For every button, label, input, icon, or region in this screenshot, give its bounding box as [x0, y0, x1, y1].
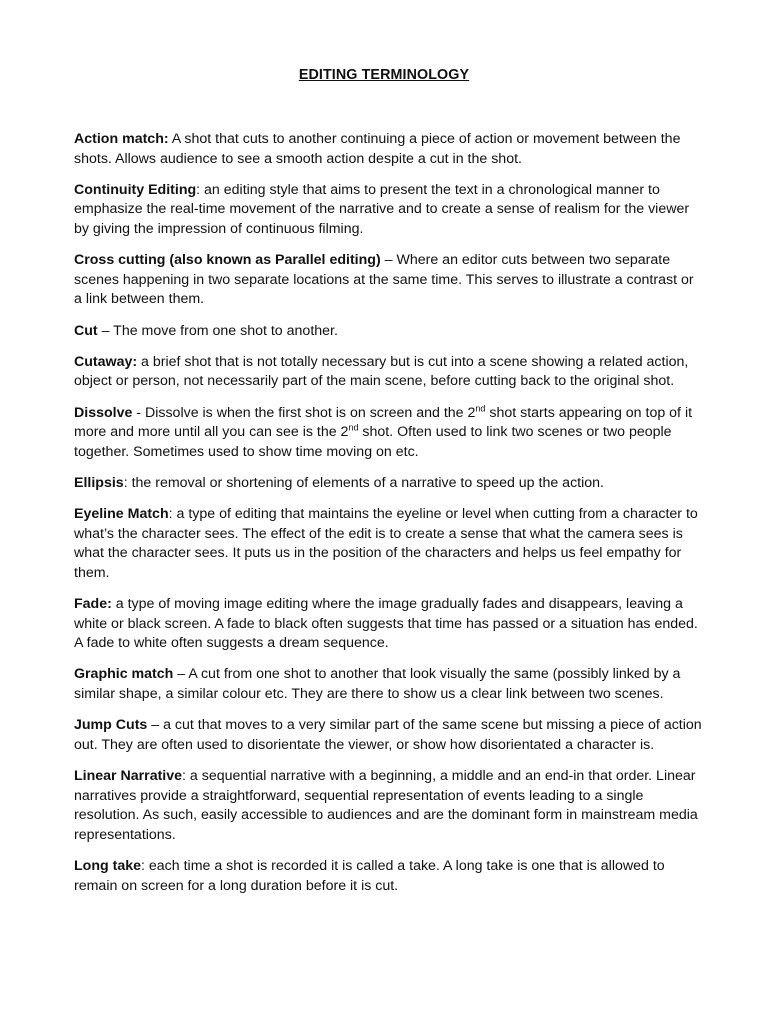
- definition-part: shot. Often used to link two scenes or two people together. Sometimes used to show time moving on etc.: [74, 424, 672, 460]
- definition: – The move from one shot to another.: [97, 322, 338, 339]
- definition: – A cut from one shot to another that look visually the same (possibly linked by a similar shape, a similar colour etc. They are there to show us a clear link between two scenes.: [74, 666, 681, 702]
- term: Fade:: [74, 596, 112, 613]
- definition-part: shot starts appearing on top of it more and more until all you can see is the 2: [74, 404, 693, 441]
- glossary-entry-dissolve: [74, 404, 704, 463]
- definition: A shot that cuts to another continuing a piece of action or movement between the shots. Allows audience to see a smooth action despite a cut in the shot.: [74, 131, 681, 167]
- definition: a brief shot that is not totally necessary but is cut into a scene showing a related action, object or person, not necessarily part of the main scene, before cutting back to the original shot.: [74, 353, 689, 390]
- term: Jump Cuts: [74, 717, 148, 734]
- definition: : each time a shot is recorded it is called a take. A long take is one that is allowed to remain on screen for a long duration before it is cut.: [74, 857, 665, 894]
- glossary-entry-ellipsis: [74, 474, 704, 494]
- glossary-entry-cutaway: [74, 353, 704, 392]
- glossary-entry-long-take: [74, 857, 704, 896]
- definition: – Where an editor cuts between two separate scenes happening in two separate locations at the same time. This serves to illustrate a contrast or a link between them.: [74, 252, 694, 308]
- glossary-list: [74, 130, 704, 908]
- term: Long take: [74, 857, 142, 874]
- ordinal-superscript: nd: [348, 422, 359, 433]
- glossary-entry-fade: [74, 595, 704, 654]
- glossary-entry-continuity-editing: [74, 181, 704, 240]
- definition: : the removal or shortening of elements of a narrative to speed up the action.: [123, 474, 604, 491]
- ordinal-superscript: nd: [475, 402, 486, 413]
- term: Graphic match: [74, 666, 174, 683]
- document-title: EDITING TERMINOLOGY: [298, 67, 470, 83]
- definition: – a cut that moves to a very similar part of the same scene but missing a piece of action out. They are often used to disorientate the viewer, or show how disorientated a character is.: [74, 717, 702, 753]
- term: Cutaway:: [74, 353, 138, 370]
- term: Cross cutting (also known as Parallel editing): [74, 252, 381, 269]
- glossary-entry-cut: [74, 322, 704, 342]
- glossary-entry-linear-narrative: [74, 767, 704, 845]
- term: Linear Narrative: [74, 767, 183, 784]
- definition: : a sequential narrative with a beginning, a middle and an end-in that order. Linear narratives provide a straightforward, sequential representation of events leading to a single resolution. As such, easily accessible to audiences and are the dominant form in mainstream media representations.: [74, 767, 698, 843]
- glossary-entry-action-match: [74, 130, 704, 169]
- glossary-entry-eyeline-match: [74, 505, 704, 583]
- term: Continuity Editing: [74, 181, 197, 198]
- definition: : an editing style that aims to present the text in a chronological manner to emphasize the real-time movement of the narrative and to create a sense of realism for the viewer by giving the impression of continuous filming.: [74, 181, 690, 237]
- term: Ellipsis: [74, 474, 124, 491]
- definition: a type of moving image editing where the image gradually fades and disappears, leaving a white or black screen. A fade to black often suggests that time has passed or a situation has ended. A fade to white often suggests a dream sequence.: [74, 596, 698, 652]
- term: Action match:: [74, 131, 169, 147]
- glossary-entry-cross-cutting: [74, 251, 704, 310]
- definition-part: - Dissolve is when the first shot is on screen and the 2: [132, 404, 476, 421]
- glossary-entry-graphic-match: [74, 665, 704, 704]
- term: Cut: [74, 322, 98, 339]
- term: Dissolve: [74, 404, 133, 421]
- glossary-entry-jump-cuts: [74, 716, 704, 755]
- definition: : a type of editing that maintains the eyeline or level when cutting from a character to what’s the character sees. The effect of the edit is to create a sense that what the camera sees is what the character sees. It puts us in the position of the characters and helps us feel empathy for them.: [74, 506, 698, 581]
- term: Eyeline Match: [74, 506, 169, 523]
